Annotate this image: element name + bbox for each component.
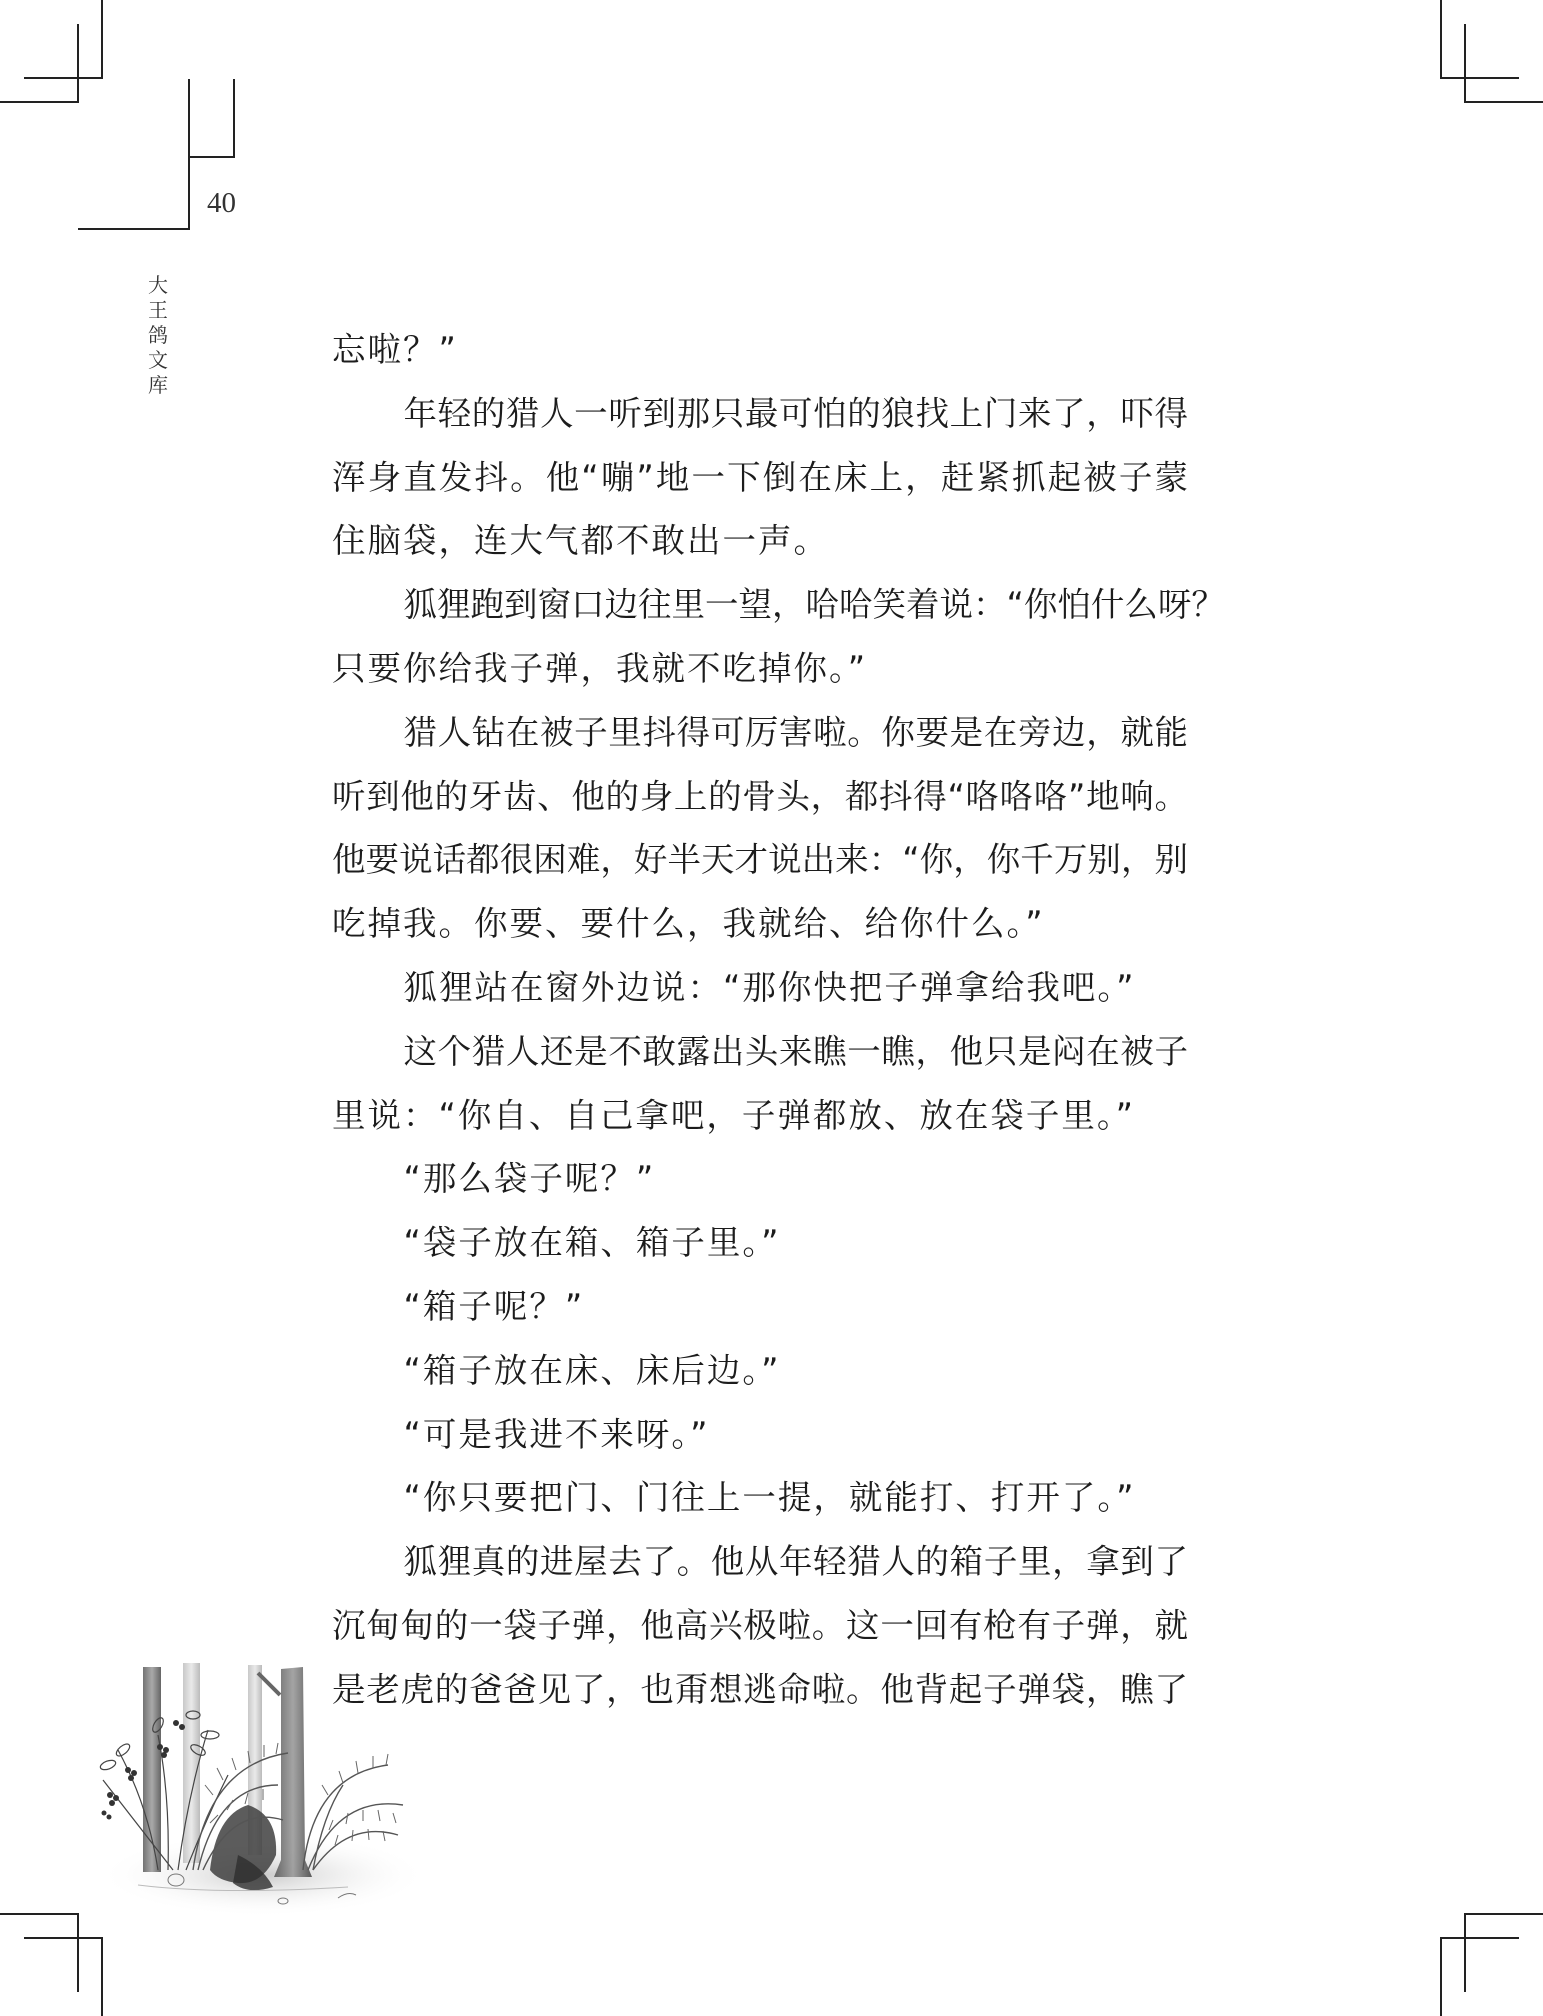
crop-mark-line [1464,101,1543,103]
text-line: “你只要把门、门往上一提，就能打、打开了。” [403,1478,1136,1518]
header-rule-horizontal-short [188,156,235,158]
crop-mark-line [24,1937,103,1939]
text-line: “袋子放在箱、箱子里。” [403,1223,781,1263]
crop-mark-line [77,24,79,103]
text-line: 住脑袋，连大气都不敢出一声。 [332,521,829,561]
text-line: “那么袋子呢？” [403,1159,656,1199]
text-line: 是老虎的爸爸见了，也甭想逃命啦。他背起子弹袋，瞧了 [332,1669,1188,1709]
text-line: 忘啦？” [332,330,458,369]
text-line: 浑身直发抖。他“嘣”地一下倒在床上，赶紧抓起被子蒙 [332,457,1188,497]
text-line: 里说：“你自、自己拿吧，子弹都放、放在袋子里。” [332,1095,1135,1135]
crop-mark-line [77,1913,79,1992]
header-rule-horizontal [78,228,190,230]
text-line: 年轻的猎人一听到那只最可怕的狼找上门来了，吓得 [403,393,1188,433]
text-line: “箱子放在床、床后边。” [403,1350,781,1390]
text-line: 只要你给我子弹，我就不吃掉你。” [332,648,868,688]
crop-mark-line [101,0,103,79]
text-line: “可是我进不来呀。” [403,1414,710,1454]
crop-mark-line [24,77,103,79]
header-rule-vertical-short [233,79,235,158]
text-line: 狐狸真的进屋去了。他从年轻猎人的箱子里，拿到了 [403,1542,1188,1582]
text-line: 吃掉我。你要、要什么，我就给、给你什么。” [332,904,1045,944]
page-number: 40 [207,187,236,219]
crop-mark-line [1464,1913,1466,1992]
crop-mark-line [0,101,79,103]
series-title-vertical: 大王鸽文库 [148,273,168,397]
text-line: 狐狸站在窗外边说：“那你快把子弹拿给我吧。” [403,967,1136,1007]
text-line: 他要说话都很困难，好半天才说出来：“你，你千万别，别 [332,840,1188,880]
text-line: “箱子呢？” [403,1286,585,1326]
crop-mark-line [1440,0,1442,79]
crop-mark-line [1440,77,1519,79]
text-line: 听到他的牙齿、他的身上的骨头，都抖得“咯咯咯”地响。 [332,776,1188,816]
header-rule-vertical [188,79,190,230]
text-line: 这个猎人还是不敢露出头来瞧一瞧，他只是闷在被子 [403,1031,1188,1071]
crop-mark-line [1440,1937,1519,1939]
crop-mark-line [101,1937,103,2016]
crop-mark-line [1464,1913,1543,1915]
text-line: 狐狸跑到窗口边往里一望，哈哈笑着说：“你怕什么呀？ [403,585,1225,625]
text-line: 猎人钻在被子里抖得可厉害啦。你要是在旁边，就能 [403,712,1188,752]
text-line: 沉甸甸的一袋子弹，他高兴极啦。这一回有枪有子弹，就 [332,1605,1188,1645]
crop-mark-line [0,1913,79,1915]
crop-mark-line [1464,24,1466,103]
crop-mark-line [1440,1937,1442,2016]
forest-illustration [98,1655,418,1917]
body-text [332,318,1225,1722]
